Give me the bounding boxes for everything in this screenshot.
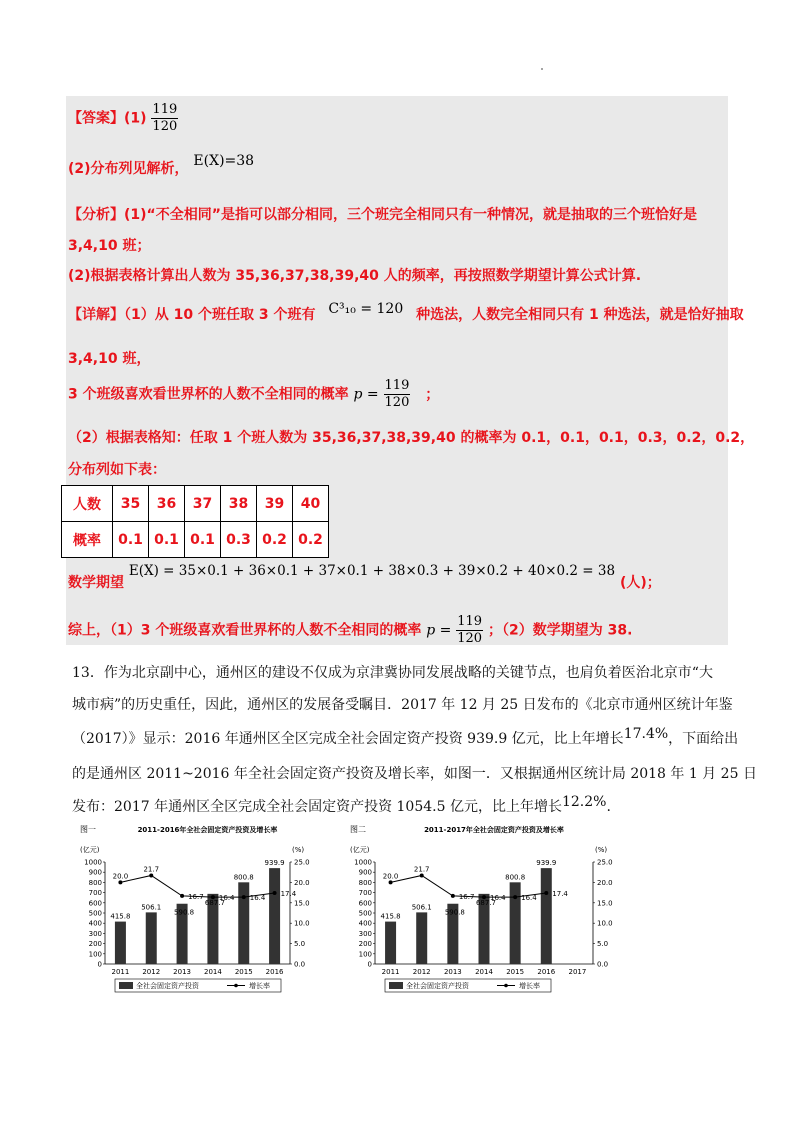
x-tick-label: 2015: [506, 968, 525, 976]
y-left-tick-label: 600: [358, 899, 372, 908]
x-tick-label: 2011: [381, 968, 400, 976]
growth-value-label: 21.7: [413, 865, 430, 874]
y-left-tick-label: 300: [88, 929, 102, 938]
detail-line-5: 分布列如下表：: [68, 462, 166, 478]
bar-value-label: 939.9: [264, 859, 285, 868]
bar-value-label: 687.7: [475, 898, 497, 907]
question-line-3: [72, 728, 738, 748]
bar-value-label: 415.8: [380, 912, 401, 921]
bar-value-label: 415.8: [110, 912, 131, 921]
prob-fraction: [384, 378, 411, 411]
table-cell: 人数: [62, 486, 113, 522]
summary-line: [68, 614, 632, 647]
chart-title: 2011-2017年全社会固定资产投资及增长率: [424, 826, 564, 834]
growth-value-label: 16.4: [490, 894, 506, 903]
growth-value-label: 17.4: [280, 890, 297, 899]
growth-value-label: 21.7: [143, 865, 160, 874]
question-text: .: [606, 799, 611, 815]
fraction-denominator: 120: [152, 119, 178, 134]
question-text: 发布：2017 年通州区全区完成全社会固定资产投资 1054.5 亿元，比上年增长: [72, 799, 562, 815]
chart-title: 2011-2016年全社会固定资产投资及增长率: [137, 826, 278, 834]
bar: [416, 912, 427, 964]
table-cell: 36: [149, 486, 185, 522]
y-left-tick-label: 400: [358, 919, 372, 928]
detail-line-2: 3,4,10 班，: [68, 351, 151, 367]
growth-point: [544, 891, 548, 895]
bar-value-label: 590.8: [174, 908, 195, 917]
y-left-tick-label: 900: [358, 868, 372, 877]
y-left-tick-label: 100: [88, 950, 102, 959]
growth-value-label: 20.0: [382, 872, 399, 881]
answer-fraction: [151, 102, 178, 135]
table-cell: 0.1: [113, 522, 149, 558]
growth-point: [180, 894, 184, 898]
x-tick-label: 2016: [265, 968, 284, 976]
y-right-tick-label: 0.0: [597, 960, 609, 969]
summary-text-a: 综上，（1）3 个班级喜欢看世界杯的人数不全相同的概率: [68, 622, 422, 639]
legend-line-marker: [504, 984, 508, 988]
prob-symbol: p =: [353, 386, 379, 403]
summary-text-b: ；（2）数学期望为 38.: [487, 622, 633, 639]
y-left-tick-label: 800: [88, 878, 102, 887]
prob-symbol: p =: [426, 622, 452, 639]
fraction-denominator: 120: [384, 395, 410, 410]
answer-line-2: [68, 153, 255, 178]
y-right-tick-label: 5.0: [597, 940, 609, 949]
y-left-tick-label: 700: [88, 889, 102, 898]
summary-fraction: [456, 614, 483, 647]
analysis-line-2: 3,4,10 班；: [68, 238, 151, 254]
table-cell: 35: [113, 486, 149, 522]
bar-value-label: 800.8: [505, 873, 526, 882]
y-right-tick-label: 10.0: [294, 919, 310, 928]
x-tick-label: 2015: [234, 968, 253, 976]
y-left-tick-label: 600: [88, 899, 102, 908]
growth-point: [389, 880, 393, 884]
y-right-tick-label: 25.0: [597, 858, 613, 867]
table-cell: 0.2: [293, 522, 329, 558]
question-line-2: 城市病”的历史重任，因此，通州区的发展备受瞩目．2017 年 12 月 25 日发布的《北京市通州区统计年鉴: [72, 697, 733, 713]
bar: [238, 882, 249, 964]
answer-part1: (1): [124, 110, 147, 127]
table-row: [62, 522, 329, 558]
y-right-tick-label: 20.0: [597, 878, 613, 887]
legend-line-marker: [234, 984, 238, 988]
detail-prob-text: 3 个班级喜欢看世界杯的人数不全相同的概率: [68, 386, 349, 403]
table-cell: 概率: [62, 522, 113, 558]
growth-point: [211, 895, 215, 899]
x-tick-label: 2013: [443, 968, 462, 976]
table-cell: 0.3: [221, 522, 257, 558]
growth-rate-2017: 12.2%: [561, 794, 607, 810]
figure-1: [78, 820, 338, 1005]
y-right-unit: (%): [292, 846, 305, 854]
detail-semicolon: ；: [425, 386, 440, 403]
y-left-unit: (亿元): [350, 846, 370, 854]
table-cell: 0.2: [257, 522, 293, 558]
answer-part2-text: (2)分布列见解析，: [68, 161, 189, 177]
bar: [385, 922, 396, 964]
legend-bar-label: 全社会固定资产投资: [406, 982, 469, 990]
answer-label: 【答案】: [68, 110, 124, 127]
growth-point: [149, 873, 153, 877]
detail-line-4: （2）根据表格知：任取 1 个班人数为 35,36,37,38,39,40 的概率为 0.1，0.1，0.1，0.3，0.2，0.2，: [68, 430, 755, 446]
y-right-tick-label: 5.0: [294, 940, 306, 949]
y-left-tick-label: 500: [88, 909, 102, 918]
y-left-tick-label: 0: [367, 960, 372, 969]
detail-line-3: [68, 378, 439, 411]
y-right-tick-label: 0.0: [294, 960, 306, 969]
expectation-line: [68, 563, 661, 592]
fraction-numerator: 119: [152, 102, 178, 117]
y-right-tick-label: 20.0: [294, 878, 310, 887]
y-left-tick-label: 900: [88, 868, 102, 877]
growth-value-label: 16.4: [218, 894, 235, 903]
detail-text-a: 【详解】（1）从 10 个班任取 3 个班有: [68, 307, 316, 323]
table-cell: 0.1: [149, 522, 185, 558]
x-tick-label: 2016: [537, 968, 556, 976]
x-tick-label: 2012: [142, 968, 161, 976]
fraction-denominator: 120: [457, 631, 483, 646]
answer-expectation: E(X)=38: [193, 153, 255, 169]
x-tick-label: 2014: [475, 968, 493, 976]
growth-point: [513, 895, 517, 899]
y-right-tick-label: 10.0: [597, 919, 613, 928]
expectation-expr: E(X) = 35×0.1 + 36×0.1 + 37×0.1 + 38×0.3 + 39×0.2 + 40×0.2 = 38: [128, 563, 616, 579]
legend-bar-label: 全社会固定资产投资: [136, 982, 199, 990]
growth-value-label: 16.4: [521, 894, 537, 903]
figure-2: [348, 820, 638, 1005]
y-left-tick-label: 100: [358, 950, 372, 959]
growth-point: [273, 891, 277, 895]
bar: [115, 922, 126, 964]
y-left-tick-label: 1000: [354, 858, 372, 867]
y-left-tick-label: 1000: [84, 858, 102, 867]
bar-value-label: 506.1: [141, 903, 162, 912]
y-right-unit: (%): [595, 846, 608, 854]
fraction-numerator: 119: [384, 378, 410, 393]
table-cell: 37: [185, 486, 221, 522]
analysis-line-3: (2)根据表格计算出人数为 35,36,37,38,39,40 人的频率，再按照数学期望计算公式计算.: [68, 268, 642, 284]
growth-value-label: 16.7: [458, 892, 475, 901]
y-right-tick-label: 25.0: [294, 858, 310, 867]
chart-figure-2: [348, 820, 638, 1005]
y-left-tick-label: 200: [88, 940, 102, 949]
expectation-unit: (人)；: [619, 575, 661, 591]
detail-line-1: [68, 301, 744, 324]
growth-point: [118, 880, 122, 884]
chart-figure-1: [78, 820, 338, 1005]
x-tick-label: 2011: [111, 968, 130, 976]
table-row: [62, 486, 329, 522]
bar: [541, 868, 552, 964]
expectation-label: 数学期望: [68, 575, 124, 591]
bar-value-label: 939.9: [536, 859, 557, 868]
x-tick-label: 2014: [204, 968, 222, 976]
growth-value-label: 16.7: [188, 892, 204, 901]
growth-point: [482, 895, 486, 899]
y-right-tick-label: 15.0: [597, 899, 613, 908]
fraction-numerator: 119: [457, 614, 483, 629]
question-text: （2017）》显示：2016 年通州区全区完成全社会固定资产投资 939.9 亿元，比上年增长: [72, 731, 624, 747]
y-left-tick-label: 200: [358, 940, 372, 949]
table-cell: 38: [221, 486, 257, 522]
table-cell: 40: [293, 486, 329, 522]
x-tick-label: 2012: [412, 968, 431, 976]
bar-value-label: 506.1: [411, 903, 432, 912]
growth-point: [242, 895, 246, 899]
bar-value-label: 687.7: [204, 898, 225, 907]
x-tick-label: 2013: [173, 968, 191, 976]
legend-bar-swatch: [119, 982, 133, 989]
legend-line-label: 增长率: [519, 982, 540, 990]
growth-point: [451, 894, 455, 898]
question-line-5: [72, 796, 611, 816]
growth-value-label: 17.4: [552, 890, 568, 899]
growth-point: [420, 873, 424, 877]
legend-bar-swatch: [389, 982, 403, 989]
x-tick-label: 2017: [568, 968, 587, 976]
y-left-tick-label: 400: [88, 919, 102, 928]
page-dot: [541, 68, 543, 70]
analysis-line-1: 【分析】(1)“不全相同”是指可以部分相同，三个班完全相同只有一种情况，就是抽取的三个班恰好是: [68, 207, 697, 223]
detail-text-b: 种选法，人数完全相同只有 1 种选法，就是恰好抽取: [416, 307, 744, 323]
figure-label: 图二: [350, 825, 366, 834]
growth-value-label: 20.0: [112, 872, 129, 881]
bar: [269, 868, 280, 964]
table-cell: 39: [257, 486, 293, 522]
y-left-tick-label: 500: [358, 909, 372, 918]
question-line-1: 13．作为北京副中心，通州区的建设不仅成为京津冀协同发展战略的关键节点，也肩负着医治北京市“大: [72, 665, 713, 681]
legend-line-label: 增长率: [249, 982, 270, 990]
y-right-tick-label: 15.0: [294, 899, 310, 908]
growth-rate-2016: 17.4%: [623, 726, 669, 742]
question-line-4: 的是通州区 2011~2016 年全社会固定资产投资及增长率，如图一．又根据通州区统计局 2018 年 1 月 25 日: [72, 766, 757, 782]
combination-expr: C³₁₀ = 120: [328, 301, 404, 317]
bar-value-label: 800.8: [233, 873, 254, 882]
y-left-tick-label: 300: [358, 929, 372, 938]
y-left-tick-label: 700: [358, 889, 372, 898]
table-cell: 0.1: [185, 522, 221, 558]
y-left-unit: (亿元): [80, 846, 100, 854]
figure-label: 图一: [80, 825, 96, 834]
bar: [510, 882, 521, 964]
distribution-table: [61, 485, 329, 558]
growth-value-label: 16.4: [249, 894, 266, 903]
bar: [146, 912, 157, 964]
bar-value-label: 590.8: [444, 908, 465, 917]
y-left-tick-label: 0: [97, 960, 102, 969]
y-left-tick-label: 800: [358, 878, 372, 887]
answer-line-1: [68, 102, 178, 135]
question-text: ，下面给出: [668, 731, 739, 747]
